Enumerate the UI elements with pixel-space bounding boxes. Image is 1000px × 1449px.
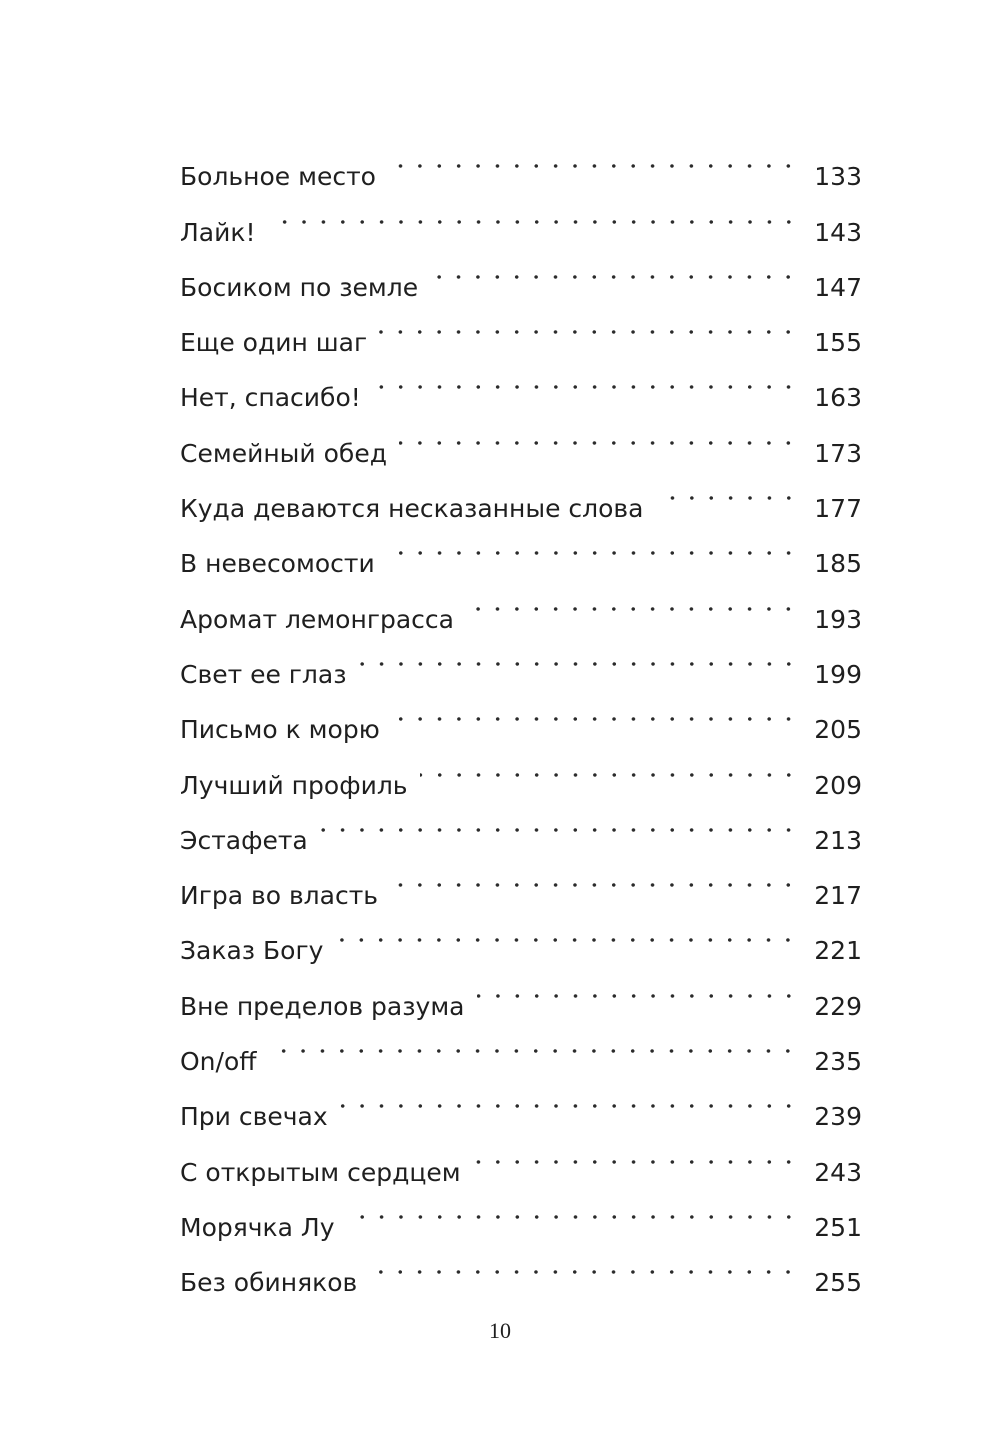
toc-entry-title: При свечах <box>180 1102 328 1132</box>
dot-leader <box>430 241 798 296</box>
toc-entry-title: Лучший профиль <box>180 770 408 800</box>
dot-leader <box>392 683 798 738</box>
dot-leader <box>388 130 798 185</box>
toc-entry-title: В невесомости <box>180 549 375 579</box>
toc-entry-page: 255 <box>814 1268 862 1298</box>
toc-entry-page: 209 <box>814 770 862 800</box>
dot-leader <box>340 1070 798 1125</box>
toc-entry-title: Нет, спасибо! <box>180 383 361 413</box>
dot-leader <box>466 572 798 627</box>
dot-leader <box>656 462 799 517</box>
toc-entry-page: 243 <box>814 1157 862 1187</box>
dot-leader <box>420 738 798 793</box>
toc-entry-title: Без обиняков <box>180 1268 358 1298</box>
toc-entry-page: 205 <box>814 715 862 745</box>
toc-entry-page: 177 <box>814 494 862 524</box>
toc-entry-page: 147 <box>814 272 862 302</box>
dot-leader <box>373 351 798 406</box>
toc-entry-title: С открытым сердцем <box>180 1157 461 1187</box>
dot-leader <box>320 794 798 849</box>
toc-entry[interactable] <box>180 1070 862 1132</box>
toc-entry-page: 217 <box>814 881 862 911</box>
dot-leader <box>268 185 799 240</box>
toc-entry-title: Больное место <box>180 162 376 192</box>
toc-entry-page: 199 <box>814 659 862 689</box>
toc-entry-title: Куда деваются несказанные слова <box>180 494 644 524</box>
dot-leader <box>477 959 799 1014</box>
dot-leader <box>369 1236 798 1291</box>
toc-entry-title: Вне пределов разума <box>180 991 465 1021</box>
toc-entry-title: Эстафета <box>180 825 308 855</box>
dot-leader <box>268 1015 798 1070</box>
toc-entry-page: 239 <box>814 1102 862 1132</box>
dot-leader <box>347 1181 798 1236</box>
toc-entry-title: Аромат лемонграсса <box>180 604 454 634</box>
toc-entry-title: Еще один шаг <box>180 328 368 358</box>
toc-entry-title: Семейный обед <box>180 438 387 468</box>
toc-entry-page: 213 <box>814 825 862 855</box>
dot-leader <box>473 1125 798 1180</box>
toc-entry-title: Игра во власть <box>180 881 379 911</box>
dot-leader <box>399 406 798 461</box>
page-number: 10 <box>489 1318 511 1343</box>
dot-leader <box>335 904 798 959</box>
toc-entry[interactable] <box>180 130 862 192</box>
dot-leader <box>359 628 798 683</box>
toc-entry-title: Заказ Богу <box>180 936 324 966</box>
toc-entry[interactable] <box>180 241 862 302</box>
toc-entry-title: Босиком по земле <box>180 272 419 302</box>
toc-entry[interactable] <box>180 1015 862 1077</box>
toc-entry-page: 235 <box>814 1047 862 1077</box>
toc-entry-title: On/off <box>180 1047 257 1077</box>
table-of-contents <box>180 130 862 1298</box>
toc-entry-page: 193 <box>814 604 862 634</box>
dot-leader <box>390 849 798 904</box>
toc-entry-page: 221 <box>814 936 862 966</box>
toc-entry-title: Свет ее глаз <box>180 659 347 689</box>
toc-entry-title: Лайк! <box>180 217 256 247</box>
toc-entry-page: 143 <box>814 217 862 247</box>
toc-entry-page: 229 <box>814 991 862 1021</box>
dot-leader <box>387 517 798 572</box>
toc-entry-page: 173 <box>814 438 862 468</box>
toc-entry-page: 185 <box>814 549 862 579</box>
toc-entry-page: 133 <box>814 162 862 192</box>
toc-entry-title: Морячка Лу <box>180 1212 335 1242</box>
toc-entry-page: 251 <box>814 1212 862 1242</box>
toc-entry-page: 163 <box>814 383 862 413</box>
toc-entry[interactable] <box>180 185 862 247</box>
toc-entry-page: 155 <box>814 328 862 358</box>
dot-leader <box>379 296 798 351</box>
toc-entry-title: Письмо к морю <box>180 715 380 745</box>
